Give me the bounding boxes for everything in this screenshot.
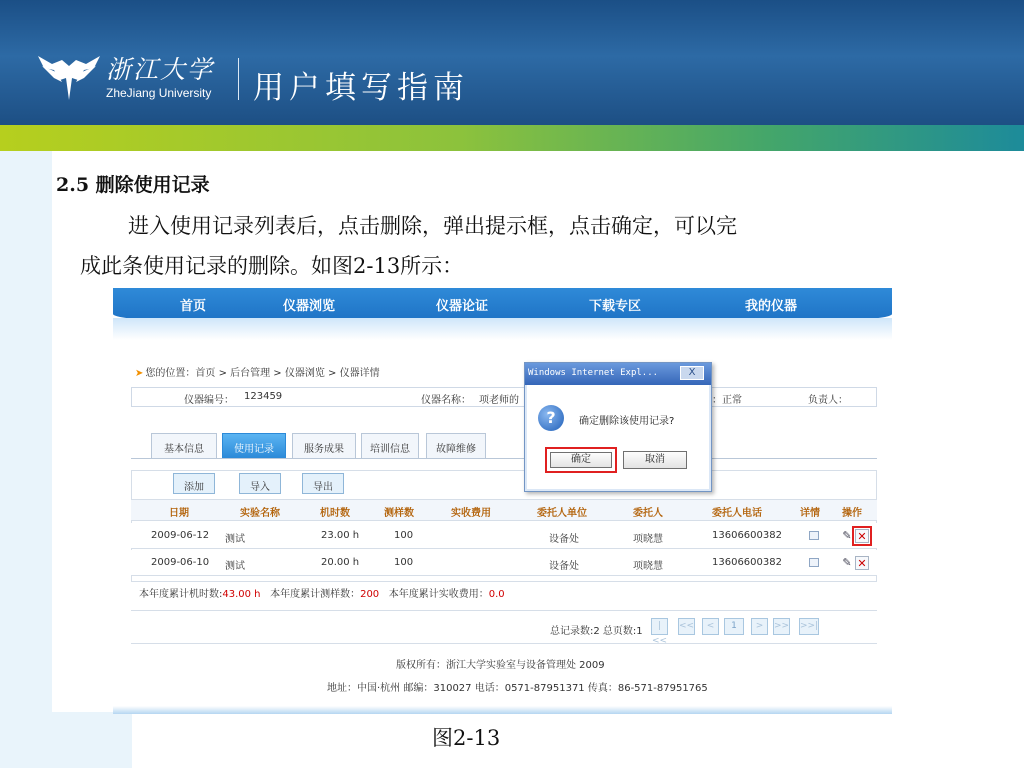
bottom-decoration-strip [0,712,132,768]
instrument-name-label: 仪器名称： [421,395,471,406]
column-header-fee: 实收费用 [451,508,491,519]
nav-item-home[interactable]: 首页 [180,299,207,314]
tab-underline [131,458,877,459]
cell-samples: 100 [394,530,414,541]
instrument-name-value: 项老师的 [479,395,519,406]
cell-client: 项晓慧 [633,534,663,545]
cell-client-unit: 设备处 [549,561,579,572]
add-button[interactable]: 添加 [173,473,215,494]
breadcrumb-text: 您的位置：首页 > 后台管理 > 仪器浏览 > 仪器详情 [145,368,380,379]
pager-first-button[interactable]: |<< [651,618,668,635]
dialog-body [527,385,709,489]
pager-last-button[interactable]: >>| [799,618,819,635]
nav-item-review[interactable]: 仪器论证 [436,299,489,314]
slide-header [0,0,1024,125]
cell-experiment: 测试 [225,561,245,572]
total-samples-value: 200 [360,589,380,600]
tab-usage-records[interactable]: 使用记录 [222,433,286,458]
tab-basic-info[interactable]: 基本信息 [151,433,217,458]
import-button[interactable]: 导入 [239,473,281,494]
total-fee-value: 0.0 [488,589,505,600]
cell-date: 2009-06-12 [151,530,210,541]
cell-experiment: 测试 [225,534,245,545]
edit-icon[interactable]: ✎ [842,529,852,542]
total-fee-label: 本年度累计实收费用： [388,589,489,600]
export-button[interactable]: 导出 [302,473,344,494]
instrument-id-value: 123459 [244,391,283,402]
nav-item-my-instruments[interactable]: 我的仪器 [745,299,798,314]
column-header-samples: 测样数 [384,508,414,519]
column-header-hours: 机时数 [320,508,350,519]
cell-client: 项晓慧 [633,561,663,572]
dialog-close-button[interactable]: X [680,366,704,380]
embedded-screenshot [113,288,892,714]
nav-item-browse[interactable]: 仪器浏览 [283,299,336,314]
university-name-en: ZheJiang University [106,86,212,100]
instrument-status-value: ：正常 [712,395,742,406]
column-header-action: 操作 [842,508,862,519]
dialog-title: Windows Internet Expl... [528,368,659,378]
pager-page-1-button[interactable]: 1 [724,618,744,635]
pager-info: 总记录数:2 总页数:1 [550,626,643,637]
dialog-message: 确定删除该使用记录? [579,416,675,427]
instrument-info-row [131,387,877,407]
cell-hours: 20.00 h [321,557,360,568]
cell-hours: 23.00 h [321,530,360,541]
slide-title: 用户填写指南 [253,70,469,106]
confirm-delete-dialog [524,362,712,492]
yearly-totals [139,585,505,600]
cell-samples: 100 [394,557,414,568]
pager-next-button[interactable]: > [751,618,768,635]
breadcrumb-arrow-icon: ➤ [135,368,144,379]
cell-client-phone: 13606600382 [712,530,782,541]
dialog-cancel-button[interactable]: 取消 [623,451,687,469]
total-hours-label: 本年度累计机时数: [139,589,223,600]
site-copyright: 版权所有：浙江大学实验室与设备管理处 2009 [396,660,605,671]
pager-prev-button[interactable]: < [702,618,719,635]
university-name-cn: 浙江大学 [106,55,215,84]
pager-next-page-button[interactable]: >> [773,618,790,635]
site-address: 地址：中国·杭州 邮编：310027 电话：0571-87951371 传真：86-571-87951765 [327,683,708,694]
nav-wave [113,318,892,340]
records-table-header [131,499,877,521]
instrument-owner-label: 负责人： [808,395,848,406]
section-heading: 2.5 删除使用记录 [56,174,210,196]
dialog-title-bar[interactable] [525,363,711,385]
column-header-client-unit: 委托人单位 [537,508,587,519]
detail-icon[interactable] [809,558,819,567]
column-header-experiment: 实验名称 [240,508,280,519]
paragraph-line-2: 成此条使用记录的删除。如图2-13所示： [80,254,464,278]
column-header-client: 委托人 [633,508,663,519]
nav-item-download[interactable]: 下载专区 [589,299,642,314]
delete-icon[interactable]: ✕ [855,556,869,570]
ok-button-highlight [545,447,617,473]
total-samples-label: 本年度累计测样数： [270,589,361,600]
paragraph-line-1: 进入使用记录列表后，点击删除，弹出提示框，点击确定，可以完 [128,214,737,238]
instrument-id-label: 仪器编号： [184,395,234,406]
breadcrumb [135,364,380,379]
table-row [131,550,877,576]
header-color-band [0,125,1024,151]
table-row [131,523,877,549]
column-header-detail: 详情 [800,508,820,519]
cell-client-unit: 设备处 [549,534,579,545]
header-divider [238,58,239,100]
screenshot-bottom-fade [113,706,892,714]
column-header-client-phone: 委托人电话 [712,508,762,519]
figure-caption: 图2-13 [432,726,501,750]
tab-training-info[interactable]: 培训信息 [361,433,419,458]
question-icon: ? [538,405,564,431]
cell-client-phone: 13606600382 [712,557,782,568]
dialog-ok-button[interactable]: 确定 [550,452,612,468]
delete-icon[interactable]: ✕ [855,529,869,543]
edit-icon[interactable]: ✎ [842,556,852,569]
left-decoration-strip [0,151,52,768]
pager-prev-page-button[interactable]: << [678,618,695,635]
detail-icon[interactable] [809,531,819,540]
cell-date: 2009-06-10 [151,557,210,568]
total-hours-value: 43.00 h [222,589,261,600]
tab-service-results[interactable]: 服务成果 [292,433,356,458]
column-header-date: 日期 [169,508,189,519]
tab-fault-repair[interactable]: 故障维修 [426,433,486,458]
university-logo-icon [38,52,100,102]
